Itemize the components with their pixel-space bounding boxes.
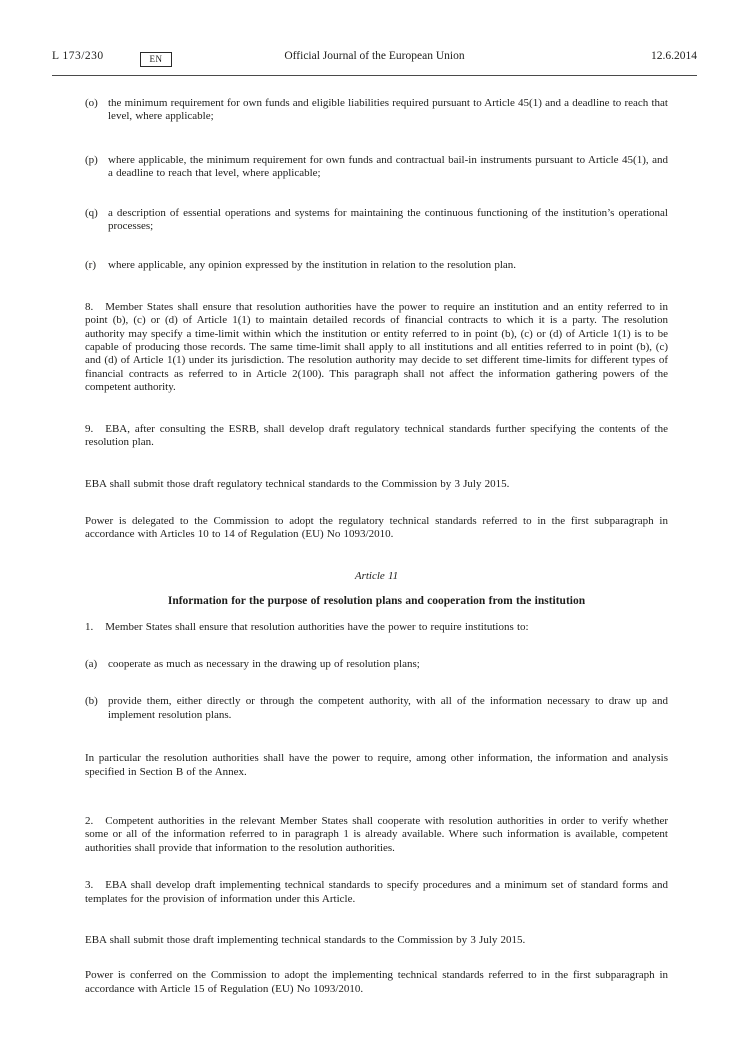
list-text: where applicable, any opinion expressed by the institution in relation to the resolution plan. <box>108 259 517 272</box>
paragraph-1 <box>85 621 668 634</box>
list-item-q <box>85 207 668 234</box>
paragraph-text: Competent authorities in the relevant Member States shall cooperate with resolution authorities in order to verify whether some or all of the information referred to in paragraph 1 is already available. Where such information is available, competent authorities shall provide that information to the resolution authorities. <box>85 814 668 854</box>
list-marker: (r) <box>85 259 96 272</box>
paragraph-number: 1. <box>85 620 94 633</box>
paragraph-power-conferred <box>85 969 668 996</box>
header-rule <box>52 75 697 76</box>
page-reference: L 173/230 <box>52 50 104 62</box>
paragraph-3 <box>85 879 668 906</box>
paragraph-eba-submit-implementing <box>85 934 668 947</box>
paragraph-text: EBA shall submit those draft implementing technical standards to the Commission by 3 July 2015. <box>85 934 526 946</box>
list-marker: (o) <box>85 97 98 109</box>
list-text: where applicable, the minimum requirement for own funds and contractual bail-in instruments pursuant to Article 45(1), and a deadline to reach that level, where applicable; <box>108 153 668 180</box>
paragraph-number: 2. <box>85 814 94 827</box>
paragraph-power-delegated <box>85 515 668 542</box>
journal-title: Official Journal of the European Union <box>284 50 465 62</box>
list-text: a description of essential operations and systems for maintaining the continuous functioning of the institution’s operational processes; <box>108 206 668 233</box>
article-title: Information for the purpose of resolution plans and cooperation from the institution <box>167 595 586 608</box>
language-badge: EN <box>140 52 172 67</box>
list-marker: (p) <box>85 153 98 166</box>
list-marker: (a) <box>85 657 98 670</box>
list-marker: (b) <box>85 695 98 708</box>
paragraph-number: 8. <box>85 300 94 313</box>
paragraph-text: Member States shall ensure that resolution authorities have the power to require an institution and an entity referred to in point (b), (c) or (d) of Article 1(1) to maintain detailed records of financial contracts to which it is a party. The resolution authority may specify a time-limit within which the institution or entity referred to in point (b), (c) or (d) of Article 1(1) is to be capable of producing those records. The same time-limit shall apply to all institutions and all entities referred to in point (b), (c) and (d) of Article 1(1) under its jurisdiction. The resolution authority may decide to set different time-limits for different types of financial contracts as referred to in Article 2(100). This paragraph shall not affect the information gathering powers of the competent authority. <box>85 300 668 394</box>
paragraph-text: EBA, after consulting the ESRB, shall develop draft regulatory technical standards further specifying the contents of the resolution plan. <box>85 422 668 449</box>
list-item-b <box>85 695 668 722</box>
paragraph-number: 9. <box>85 422 94 435</box>
paragraph-text: In particular the resolution authorities shall have the power to require, among other information, the information and analysis specified in Section B of the Annex. <box>85 752 668 778</box>
paragraph-eba-submit-regulatory <box>85 478 668 491</box>
paragraph-text: Power is conferred on the Commission to adopt the implementing technical standards referred to in the first subparagraph in accordance with Article 15 of Regulation (EU) No 1093/2010. <box>85 969 668 995</box>
list-text: the minimum requirement for own funds and eligible liabilities required pursuant to Article 45(1) and a deadline to reach that level, where applicable; <box>108 97 668 123</box>
list-marker: (q) <box>85 206 98 219</box>
paragraph-in-particular <box>85 752 668 779</box>
document-body <box>85 97 668 1024</box>
list-text: provide them, either directly or through the competent authority, with all of the information necessary to draw up and implement resolution plans. <box>108 695 668 721</box>
list-item-r <box>85 259 668 272</box>
paragraph-text: EBA shall develop draft implementing technical standards to specify procedures and a minimum set of standard forms and templates for the provision of information under this Article. <box>85 879 668 905</box>
paragraph-number: 3. <box>85 879 94 892</box>
publication-date: 12.6.2014 <box>651 50 697 62</box>
paragraph-text: Power is delegated to the Commission to adopt the regulatory technical standards referred to in the first subparagraph in accordance with Articles 10 to 14 of Regulation (EU) No 1093/2010. <box>85 514 668 541</box>
paragraph-8 <box>85 301 668 395</box>
article-number: Article 11 <box>354 569 399 582</box>
list-item-p <box>85 154 668 181</box>
list-item-o <box>85 97 668 124</box>
list-item-a <box>85 658 668 671</box>
paragraph-text: Member States shall ensure that resolution authorities have the power to require institutions to: <box>105 620 529 633</box>
paragraph-2 <box>85 815 668 855</box>
page-header <box>52 48 697 70</box>
paragraph-9 <box>85 423 668 450</box>
list-text: cooperate as much as necessary in the drawing up of resolution plans; <box>108 657 420 670</box>
paragraph-text: EBA shall submit those draft regulatory technical standards to the Commission by 3 July 2015. <box>85 477 510 490</box>
